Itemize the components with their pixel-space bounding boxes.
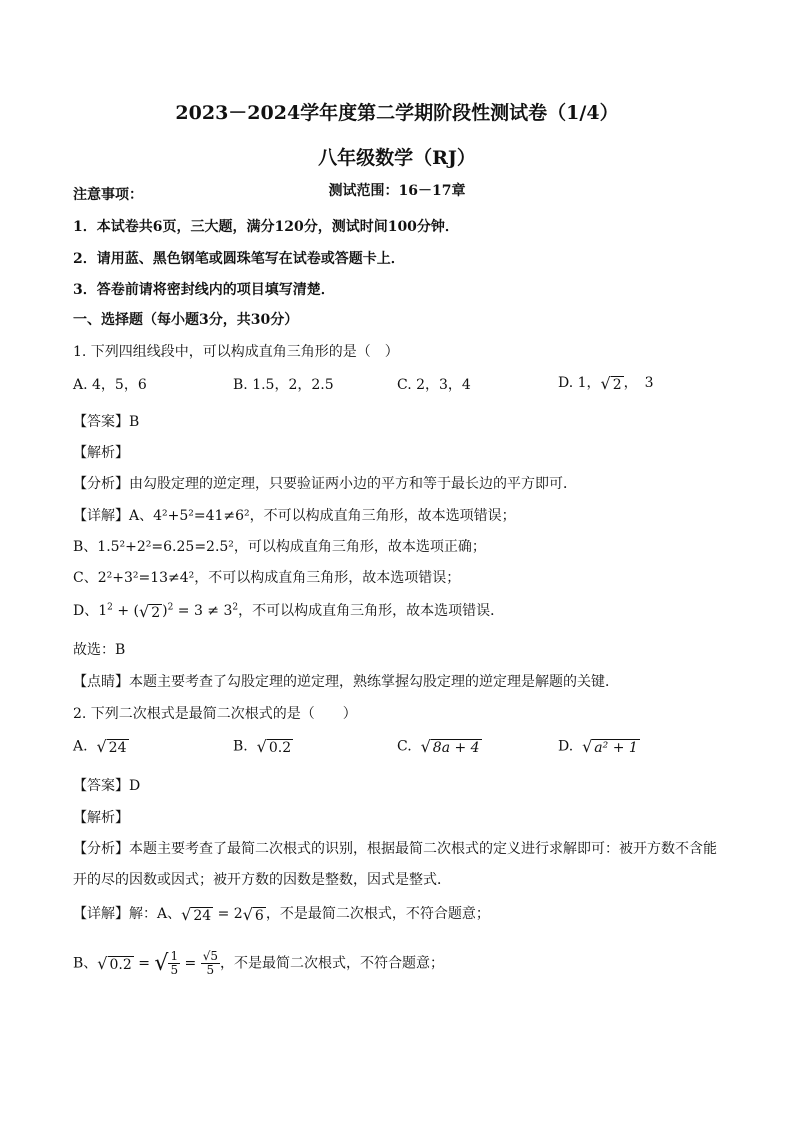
q2-option-a-radicand: 24 — [108, 740, 127, 756]
note-item-3: 3．答卷前请将密封线内的项目填写清楚． — [73, 282, 335, 298]
q2-detail-b: B、√ 0.2 = √ $\frac{1}{5}$ = $\frac{√5}{5}$ ，不是最简二次根式，不符合题意； — [73, 949, 445, 978]
q1-option-d — [558, 372, 654, 393]
sqrt-symbol: √ 24 — [181, 904, 212, 924]
sqrt-symbol: √ — [154, 951, 169, 977]
q2-analysis-label: 【解析】 — [73, 810, 129, 826]
q2-option-b-radicand: 0.2 — [268, 740, 292, 756]
sqrt-symbol: √ 0.2 — [256, 737, 292, 756]
q1-detail-a: 【详解】A、4²+5²=41≠6²，不可以构成直角三角形，故本选项错误； — [73, 508, 516, 524]
q1-option-d-prefix: D. 1， — [558, 375, 601, 391]
q2-option-c-label: C. — [397, 738, 412, 755]
fraction-2 — [201, 950, 220, 977]
q2-detail-b-radicand: 0.2 — [109, 957, 132, 974]
q1-detail-d: D、$1^2$ + (√ 2 )$^2 = 3 \ne 3^2$，不可以构成直角三角形，故本选项错误． — [73, 601, 505, 621]
q2-option-c-radicand: 8a + 4 — [432, 740, 480, 756]
q2-detail-b-prefix: B、 — [73, 955, 98, 972]
q2-detail-a-eq: = 2 — [213, 906, 243, 922]
fraction-1-numerator: 1 — [170, 949, 179, 963]
sqrt-symbol: √ a² + 1 — [582, 737, 638, 756]
q1-option-d-radicand: 2 — [612, 376, 622, 393]
q2-detail-b-eq: = — [133, 955, 155, 972]
q1-detail-d-mid: = 3 ≠ 3 — [173, 603, 233, 619]
q2-option-b — [233, 737, 293, 756]
sqrt-symbol: √ 0.2 — [97, 954, 132, 974]
q2-option-c — [397, 737, 482, 756]
fraction-1 — [168, 950, 180, 977]
q1-detail-c: C、2²+3²=13≠4²，不可以构成直角三角形，故本选项错误； — [73, 570, 461, 586]
q2-stem: 2. 下列二次根式是最简二次根式的是（ ） — [73, 706, 357, 722]
q2-analysis-line-1: 【分析】本题主要考查了最简二次根式的识别，根据最简二次根式的定义进行求解即可：被开方数不含能 — [73, 841, 717, 857]
sqrt-symbol: √ 24 — [96, 737, 127, 756]
sqrt-symbol: √ 2 — [600, 373, 622, 393]
note-item-1: 1．本试卷共6页，三大题，满分120分，测试时间100分钟． — [73, 219, 459, 235]
q2-option-a — [73, 737, 129, 756]
q2-detail-a-prefix: 【详解】解：A、 — [73, 906, 182, 922]
q1-comment: 【点睛】本题主要考查了勾股定理的逆定理，熟练掌握勾股定理的逆定理是解题的关键． — [73, 674, 619, 690]
q1-option-b: B. 1.5，2，2.5 — [233, 377, 334, 393]
q2-detail-a-radicand-1: 24 — [193, 907, 212, 924]
notes-heading: 注意事项： — [73, 187, 143, 203]
q2-detail-a — [73, 903, 490, 924]
q1-detail-d-prefix: D、 — [73, 603, 99, 619]
sqrt-symbol: √ 8a + 4 — [420, 737, 480, 756]
test-range: 测试范围：16－17章 — [328, 183, 466, 199]
q1-detail-d-radicand: 2 — [151, 604, 161, 621]
fraction-1-denominator: 5 — [170, 963, 179, 978]
page-title: 2023－2024学年度第二学期阶段性测试卷（1/4） — [175, 102, 619, 124]
q1-analysis-label: 【解析】 — [73, 445, 129, 461]
q1-analysis: 【分析】由勾股定理的逆定理，只要验证两小边的平方和等于最长边的平方即可． — [73, 476, 577, 492]
sqrt-symbol: √ 2 — [138, 601, 161, 621]
fraction-2-numerator: √5 — [202, 949, 219, 963]
q1-answer: 【答案】B — [73, 414, 140, 430]
q1-detail-b: B、1.5²+2²=6.25=2.5²，可以构成直角三角形，故本选项正确； — [73, 539, 486, 555]
section-heading: 一、选择题（每小题3分，共30分） — [73, 312, 299, 328]
q1-stem: 1. 下列四组线段中，可以构成直角三角形的是（ ） — [73, 344, 399, 360]
q2-detail-b-suffix: ，不是最简二次根式，不符合题意； — [220, 955, 445, 972]
q2-detail-a-suffix: ，不是最简二次根式，不符合题意； — [265, 906, 490, 922]
q1-option-d-suffix: ， 3 — [623, 375, 654, 391]
q1-choice: 故选：B — [73, 642, 126, 658]
fraction-2-denominator: 5 — [206, 963, 215, 978]
q2-option-d — [558, 737, 640, 756]
q1-option-a: A. 4，5，6 — [73, 377, 147, 393]
q1-detail-d-base: 1 — [98, 603, 108, 619]
q2-option-d-label: D. — [558, 738, 574, 755]
sqrt-symbol: √ 6 — [242, 904, 264, 924]
q2-option-b-label: B. — [233, 738, 248, 755]
fraction-2-radicand: 5 — [210, 949, 219, 963]
q2-answer: 【答案】D — [73, 778, 141, 794]
note-item-2: 2．请用蓝、黑色钢笔或圆珠笔写在试卷或答题卡上． — [73, 251, 405, 267]
q2-analysis-line-2: 开的尽的因数或因式；被开方数的因数是整数，因式是整式． — [73, 872, 451, 888]
page-subtitle: 八年级数学（RJ） — [318, 147, 476, 169]
q1-detail-d-suffix: ，不可以构成直角三角形，故本选项错误． — [238, 603, 505, 619]
q2-option-a-label: A. — [73, 738, 88, 755]
q1-option-c: C. 2，3，4 — [397, 377, 471, 393]
q2-option-d-radicand: a² + 1 — [594, 740, 638, 756]
q2-detail-a-radicand-2: 6 — [254, 907, 264, 924]
